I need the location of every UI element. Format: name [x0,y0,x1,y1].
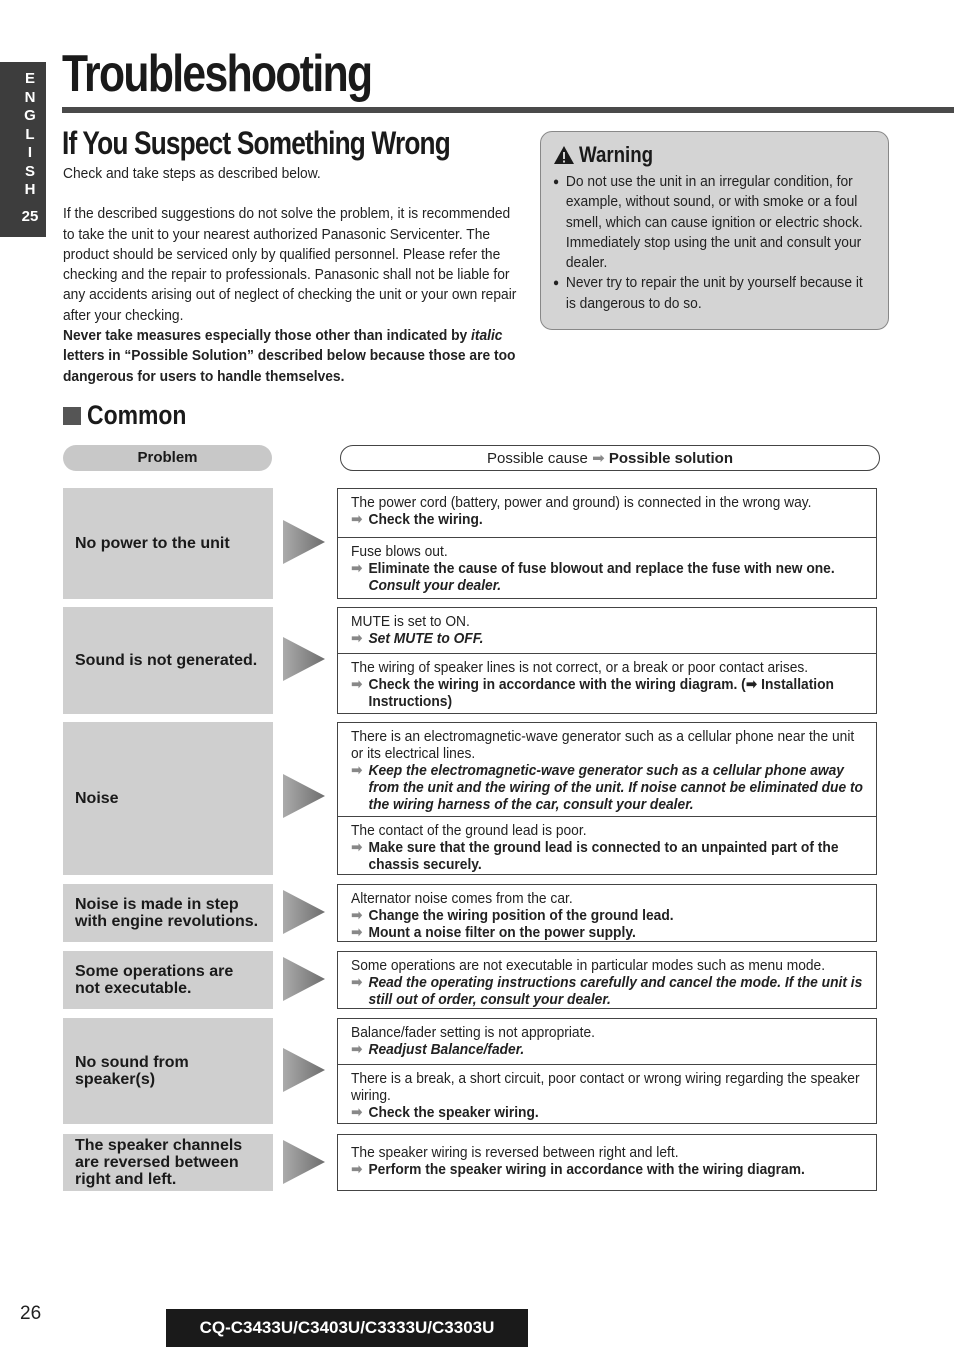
intro-paragraph-2: If the described suggestions do not solve the problem, it is recommended to take the unit to your nearest authorized Panasonic Servicenter. The product should be serviced only by qualified personnel. Please refer the checking and the repair to professionals. Panasonic shall not be liable for any accidents arising out of neglect of checking the unit or your own repair after your checking. [63,205,517,324]
cause-solution: The wiring of speaker lines is not correct, or a break or poor contact arises. ➡ Check the wiring in accordance with the wiring diagram. (➡ Installation Instructions) [338,653,876,715]
solution-cell [337,1018,877,1124]
arrow-right-icon: ➡ [592,450,605,467]
warning-item: ● Do not use the unit in an irregular condition, for example, without sound, or with smoke or a foul smell, which can cause ignition or electric shock. Immediately stop using the unit and consult your dealer. [553,172,874,273]
arrow-right-icon: ➡ [351,839,363,856]
arrow-right-icon: ➡ [351,1041,363,1058]
table-row [63,951,878,1009]
pointer-triangle-icon [281,635,327,683]
cause-solution: There is an electromagnetic-wave generator such as a cellular phone near the unit or its electrical lines. ➡ Keep the electromagnetic-wave generator such as a cellular phone away from the unit and the wiring of the unit. If noise cannot be eliminated due to the wiring harness of the car, consult your dealer. [351,728,863,813]
language-tab-letters: E N G L I S H [24,70,36,198]
pointer-triangle-icon [281,1046,327,1094]
arrow-right-icon: ➡ [351,1161,363,1178]
solution-cell [337,488,877,599]
intro-text [63,164,523,387]
solution-cell [337,722,877,875]
arrow-right-icon: ➡ [351,676,363,693]
cause-solution: Alternator noise comes from the car. ➡ Change the wiring position of the ground lead. ➡ Mount a noise filter on the power supply. [351,890,674,941]
cause-solution: The power cord (battery, power and ground) is connected in the wrong way. ➡ Check the wiring. [351,494,812,528]
cause-solution: There is a break, a short circuit, poor contact or wrong wiring regarding the speaker wiring. ➡ Check the speaker wiring. [338,1064,876,1126]
language-tab [0,62,46,237]
pointer-triangle-icon [281,518,327,566]
legend-cause: Possible cause [486,450,588,467]
arrow-right-icon: ➡ [351,974,363,991]
pointer-triangle-icon [281,955,327,1003]
common-title: Common [87,400,187,430]
section-title: If You Suspect Something Wrong [62,125,450,161]
cause-solution: Balance/fader setting is not appropriate. ➡ Readjust Balance/fader. [351,1024,595,1058]
warning-box [540,131,889,330]
solution-cell [337,884,877,942]
legend-solution: Possible solution [608,450,733,467]
language-tab-number: 25 [21,208,39,225]
pointer-triangle-icon [281,888,327,936]
problem-cell: No power to the unit [63,488,273,599]
warning-list [553,172,876,314]
square-bullet-icon [63,407,81,425]
solution-column-header [340,445,880,471]
problem-column-header: Problem [63,445,272,471]
cause-solution: MUTE is set to ON. ➡ Set MUTE to OFF. [351,613,484,647]
problem-cell: The speaker channels are reversed between right and left. [63,1134,273,1191]
problem-cell: Noise is made in step with engine revolutions. [63,884,273,942]
table-row [63,1134,878,1191]
problem-cell: Sound is not generated. [63,607,273,714]
warning-icon [553,145,575,165]
table-row [63,488,878,599]
solution-cell [337,607,877,714]
arrow-right-icon: ➡ [351,511,363,528]
arrow-right-icon: ➡ [351,1104,363,1121]
intro-caution: Never take measures especially those other than indicated by italic letters in “Possible Solution” described below because those are too dangerous for users to handle themselves. [63,327,516,385]
table-row [63,607,878,714]
arrow-right-icon: ➡ [351,630,363,647]
arrow-right-icon: ➡ [351,560,363,577]
table-row [63,884,878,942]
page-title: Troubleshooting [62,45,372,103]
model-number-bar: CQ-C3433U/C3403U/C3333U/C3303U [166,1309,528,1347]
common-heading [63,400,204,431]
warning-title: Warning [579,142,654,167]
page-number: 26 [20,1303,42,1324]
problem-cell: No sound from speaker(s) [63,1018,273,1124]
warning-item: ● Never try to repair the unit by yourself because it is dangerous to do so. [553,273,874,314]
title-rule [62,107,954,113]
solution-cell [337,1134,877,1191]
pointer-triangle-icon [281,1138,327,1186]
solution-cell [337,951,877,1009]
table-row [63,722,878,875]
cause-solution: The contact of the ground lead is poor. ➡ Make sure that the ground lead is connected to an unpainted part of the chassis securely. [338,816,876,878]
table-row [63,1018,878,1124]
cause-solution: The speaker wiring is reversed between right and left. ➡ Perform the speaker wiring in accordance with the wiring diagram. [351,1144,805,1178]
problem-cell: Noise [63,722,273,875]
arrow-right-icon: ➡ [351,907,363,924]
problem-cell: Some operations are not executable. [63,951,273,1009]
cause-solution: Fuse blows out. ➡ Eliminate the cause of fuse blowout and replace the fuse with new one. Consult your dealer. [338,537,876,599]
arrow-right-icon: ➡ [351,762,363,779]
arrow-right-icon: ➡ [351,924,363,941]
intro-paragraph-1: Check and take steps as described below. [63,165,321,182]
pointer-triangle-icon [281,772,327,820]
warning-header [553,142,876,168]
cause-solution: Some operations are not executable in particular modes such as menu mode. ➡ Read the operating instructions carefully and cancel the mode. If the unit is still out of order, consult your dealer. [351,957,863,1008]
